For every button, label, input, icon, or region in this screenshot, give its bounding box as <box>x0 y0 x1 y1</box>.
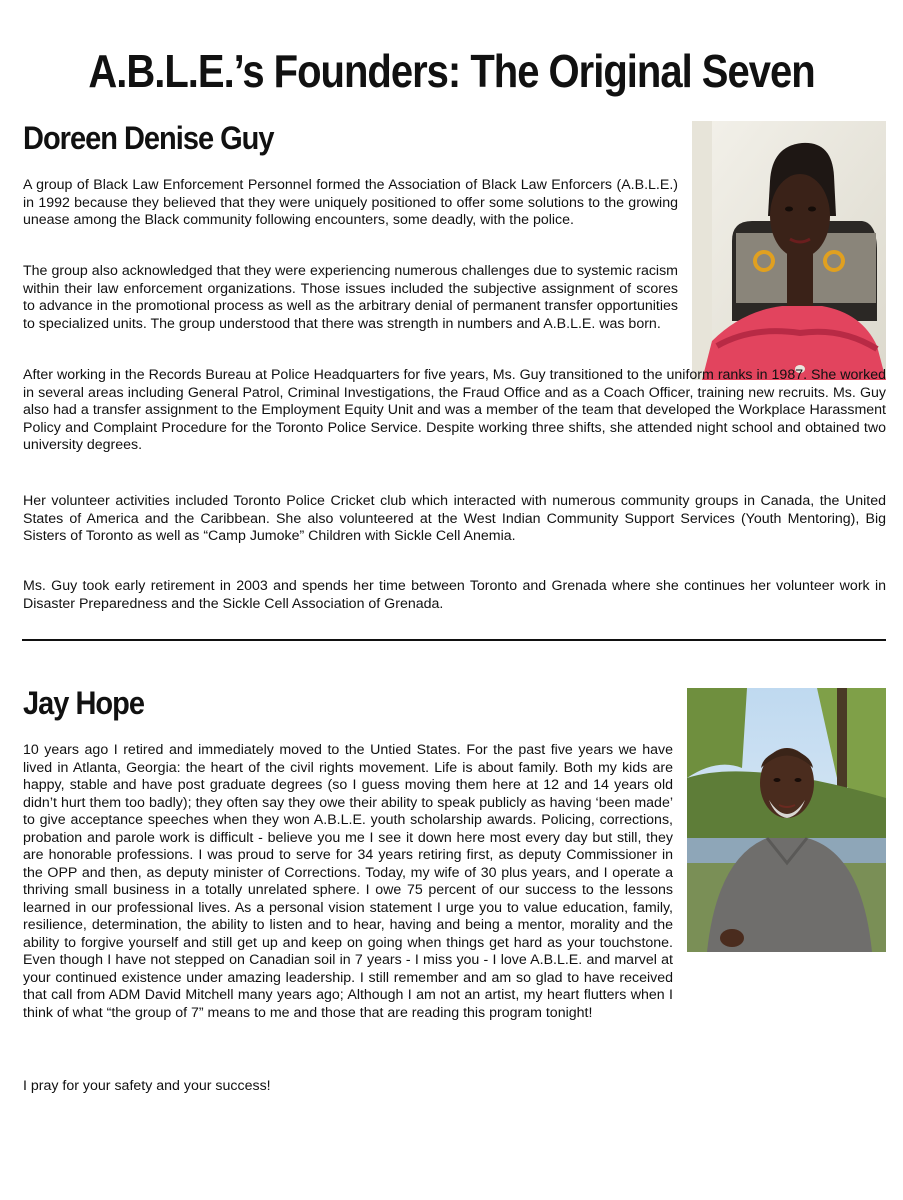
page-title: A.B.L.E.’s Founders: The Original Seven <box>88 46 815 98</box>
section-divider <box>22 639 886 641</box>
jay-paragraph-2: I pray for your safety and your success! <box>23 1078 271 1094</box>
doreen-paragraph-5: Ms. Guy took early retirement in 2003 and spends her time between Toronto and Grenada where she continues her volunteer work in Disaster Preparedness and the Sickle Cell Association of Grenada. <box>23 578 886 612</box>
doreen-paragraph-2: The group also acknowledged that they were experiencing numerous challenges due to systemic racism within their law enforcement organizations. Those issues included the subjective assignment of scores to advance in the promotional process as well as the arbitrary denial of permanent transfer opportunities to specialized units. The group understood that there was strength in numbers and A.B.L.E. was born. <box>23 263 678 332</box>
founder-name-doreen: Doreen Denise Guy <box>23 121 274 157</box>
jay-hope-photo <box>687 688 886 952</box>
doreen-paragraph-1: A group of Black Law Enforcement Personnel formed the Association of Black Law Enforcers (A.B.L.E.) in 1992 because they believed that they were uniquely positioned to offer some solutions to the growing unease among the Black community following encounters, some deadly, with the police. <box>23 177 678 228</box>
founder-name-jay: Jay Hope <box>23 686 144 722</box>
jay-paragraph-1: 10 years ago I retired and immediately moved to the Untied States. For the past five years we have lived in Atlanta, Georgia: the heart of the civil rights movement. Life is about family. Both my kids are happy, stable and have post graduate degrees (so I guess moving them here at 12 and 14 years old didn’t hurt them too badly); they often say they owe their ability to speak publicly as having ‘been made’ to give acceptance speeches when they won A.B.L.E. youth scholarship awards. Policing, corrections, probation and parole work is difficult - believe you me I see it down here most every day but still, they are honorable professions. I was proud to serve for 34 years retiring first, as deputy Commissioner in the OPP and then, as deputy minister of Corrections. Today, my wife of 30 plus years, and I operate a thriving small business in a totally unrelated sphere. I owe 75 percent of our success to the lessons learned in our professional lives. As a personal vision statement I urge you to value education, family, resilience, determination, the ability to listen and to hear, having and being a mentor, morality and the ability to forgive yourself and still get up and keep on going when things get hard as your touchstone. Even though I have not stepped on Canadian soil in 7 years - I miss you - I love A.B.L.E. and marvel at your continued existence under amazing leadership. I still remember and am so glad to have received that call from ADM David Mitchell many years ago; Although I am not an artist, my heart flutters when I think of what “the group of 7” means to me and those that are reading this program tonight! <box>23 742 673 1021</box>
doreen-paragraph-3: After working in the Records Bureau at Police Headquarters for five years, Ms. Guy transitioned to the uniform ranks in 1987. She worked in several areas including General Patrol, Criminal Investigations, the Fraud Office and as a Coach Officer, training new recruits. Ms. Guy also had a transfer assignment to the Employment Equity Unit and was a member of the team that developed the Workplace Harassment Policy and Complaint Procedure for the Toronto Police Service. Despite working three shifts, she attended night school and obtained two university degrees. <box>23 367 886 453</box>
doreen-guy-photo <box>692 121 886 380</box>
doreen-paragraph-4: Her volunteer activities included Toronto Police Cricket club which interacted with numerous community groups in Canada, the United States of America and the Caribbean. She also volunteered at the West Indian Community Support Services (Youth Mentoring), Big Sisters of Toronto as well as “Camp Jumoke” Children with Sickle Cell Anemia. <box>23 493 886 544</box>
